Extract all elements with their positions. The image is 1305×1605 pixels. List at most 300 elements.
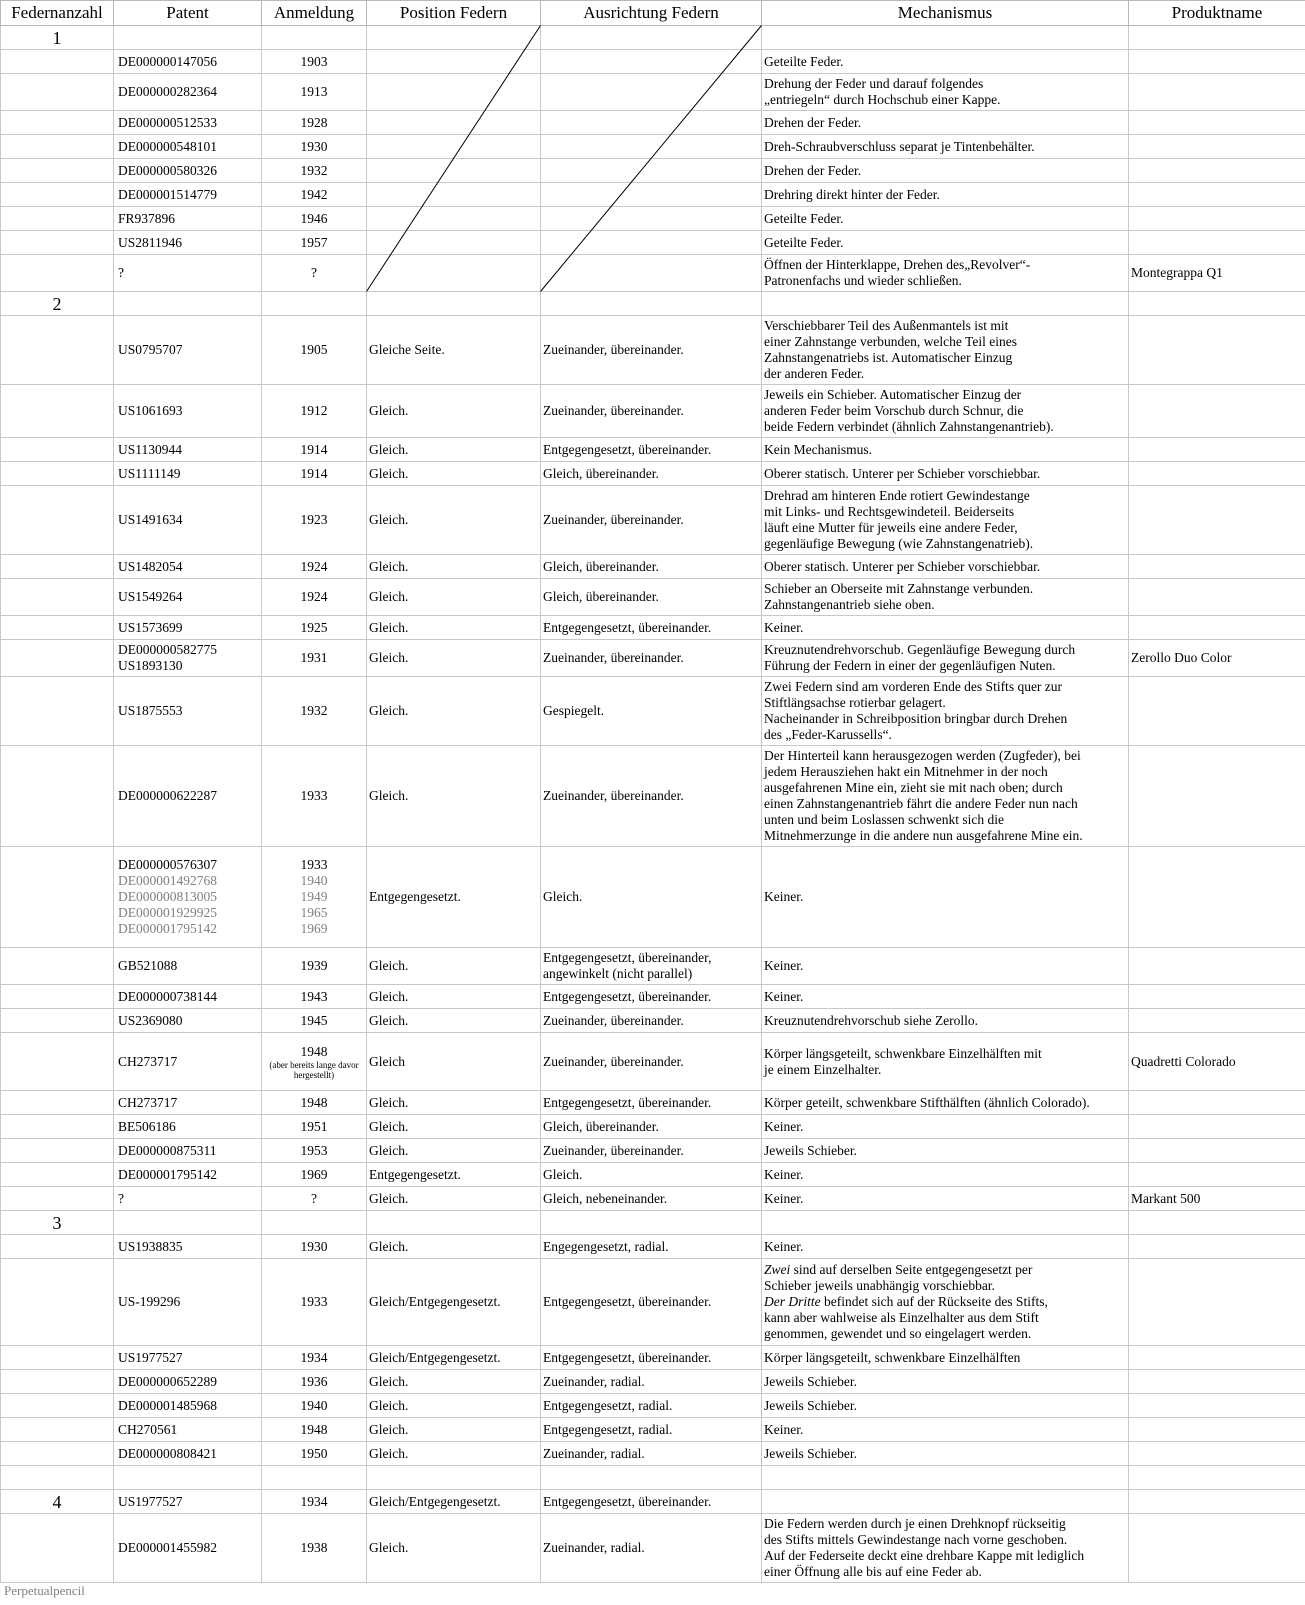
count-cell[interactable] [1, 1115, 114, 1139]
product-cell[interactable] [1129, 111, 1305, 135]
product-cell[interactable] [1129, 847, 1305, 948]
product-cell[interactable] [1129, 985, 1305, 1009]
patent-cell[interactable]: US1491634 [114, 486, 262, 555]
orientation-cell[interactable]: Zueinander, übereinander. [541, 1009, 762, 1033]
orientation-cell[interactable]: Entgegengesetzt, übereinander. [541, 985, 762, 1009]
year-cell[interactable] [262, 847, 367, 948]
group-count[interactable]: 4 [1, 1490, 114, 1514]
position-cell[interactable]: Gleich. [367, 640, 541, 677]
empty-cell[interactable] [762, 292, 1129, 316]
year-cell[interactable]: 1914 [262, 462, 367, 486]
position-cell[interactable]: Gleich. [367, 1115, 541, 1139]
mechanism-cell[interactable]: Schieber an Oberseite mit Zahnstange verbunden. Zahnstangenantrieb siehe oben. [762, 579, 1129, 616]
header-orientation[interactable]: Ausrichtung Federn [541, 1, 762, 26]
product-cell[interactable] [1129, 486, 1305, 555]
year-cell[interactable]: 1903 [262, 50, 367, 74]
position-cell[interactable] [367, 111, 541, 135]
position-cell[interactable]: Gleiche Seite. [367, 316, 541, 385]
orientation-cell[interactable]: Engegengesetzt, radial. [541, 1235, 762, 1259]
orientation-cell[interactable]: Gespiegelt. [541, 677, 762, 746]
count-cell[interactable] [1, 1235, 114, 1259]
position-cell[interactable] [367, 135, 541, 159]
count-cell[interactable] [1, 948, 114, 985]
product-cell[interactable] [1129, 50, 1305, 74]
position-cell[interactable]: Entgegengesetzt. [367, 1163, 541, 1187]
empty-cell[interactable] [762, 1211, 1129, 1235]
year-cell[interactable]: 1969 [262, 1163, 367, 1187]
patent-cell[interactable]: US1130944 [114, 438, 262, 462]
orientation-cell[interactable]: Entgegengesetzt, übereinander. [541, 1259, 762, 1346]
position-cell[interactable]: Gleich. [367, 1514, 541, 1583]
year-cell[interactable]: 1942 [262, 183, 367, 207]
count-cell[interactable] [1, 1187, 114, 1211]
empty-cell[interactable] [1129, 1211, 1305, 1235]
orientation-cell[interactable] [541, 74, 762, 111]
empty-cell[interactable] [367, 292, 541, 316]
product-cell[interactable] [1129, 207, 1305, 231]
year-cell[interactable]: 1925 [262, 616, 367, 640]
mechanism-cell[interactable]: Keiner. [762, 1163, 1129, 1187]
patent-cell[interactable]: CH273717 [114, 1091, 262, 1115]
orientation-cell[interactable] [541, 111, 762, 135]
mechanism-cell[interactable]: Drehen der Feder. [762, 159, 1129, 183]
header-position[interactable]: Position Federn [367, 1, 541, 26]
patent-cell[interactable]: US1573699 [114, 616, 262, 640]
position-cell[interactable] [367, 255, 541, 292]
patent-cell[interactable]: US1977527 [114, 1346, 262, 1370]
position-cell[interactable] [367, 231, 541, 255]
mechanism-cell[interactable]: Jeweils Schieber. [762, 1370, 1129, 1394]
year-cell[interactable]: 1931 [262, 640, 367, 677]
product-cell[interactable] [1129, 555, 1305, 579]
group-count[interactable]: 2 [1, 292, 114, 316]
product-cell[interactable] [1129, 74, 1305, 111]
position-cell[interactable] [367, 207, 541, 231]
year-cell[interactable]: 1940 [262, 1394, 367, 1418]
count-cell[interactable] [1, 1033, 114, 1091]
orientation-cell[interactable]: Zueinander, übereinander. [541, 1033, 762, 1091]
orientation-cell[interactable]: Zueinander, radial. [541, 1442, 762, 1466]
mechanism-cell[interactable]: Körper längsgeteilt, schwenkbare Einzelhälften [762, 1346, 1129, 1370]
patent-cell[interactable]: DE000001455982 [114, 1514, 262, 1583]
patent-cell[interactable] [114, 847, 262, 948]
empty-cell[interactable] [367, 1211, 541, 1235]
position-cell[interactable]: Gleich. [367, 1009, 541, 1033]
patent-cell[interactable]: US1482054 [114, 555, 262, 579]
position-cell[interactable]: Gleich. [367, 1394, 541, 1418]
count-cell[interactable] [1, 462, 114, 486]
orientation-cell[interactable] [541, 231, 762, 255]
header-year[interactable]: Anmeldung [262, 1, 367, 26]
orientation-cell[interactable] [541, 255, 762, 292]
mechanism-cell[interactable]: Kein Mechanismus. [762, 438, 1129, 462]
count-cell[interactable] [1, 74, 114, 111]
count-cell[interactable] [1, 1139, 114, 1163]
count-cell[interactable] [1, 385, 114, 438]
orientation-cell[interactable]: Zueinander, übereinander. [541, 640, 762, 677]
count-cell[interactable] [1, 985, 114, 1009]
mechanism-cell[interactable]: Keiner. [762, 985, 1129, 1009]
product-cell[interactable] [1129, 1009, 1305, 1033]
mechanism-cell[interactable]: Jeweils Schieber. [762, 1139, 1129, 1163]
mechanism-cell[interactable]: Jeweils Schieber. [762, 1442, 1129, 1466]
empty-cell[interactable] [367, 1466, 541, 1490]
orientation-cell[interactable]: Gleich. [541, 847, 762, 948]
product-cell[interactable] [1129, 1370, 1305, 1394]
position-cell[interactable]: Gleich. [367, 438, 541, 462]
patent-cell[interactable]: DE000000147056 [114, 50, 262, 74]
orientation-cell[interactable]: Gleich, übereinander. [541, 579, 762, 616]
year-cell[interactable]: ? [262, 255, 367, 292]
mechanism-cell[interactable]: Kreuznutendrehvorschub siehe Zerollo. [762, 1009, 1129, 1033]
mechanism-cell[interactable]: Geteilte Feder. [762, 207, 1129, 231]
mechanism-cell[interactable]: Keiner. [762, 1418, 1129, 1442]
patent-cell[interactable]: US0795707 [114, 316, 262, 385]
position-cell[interactable]: Gleich/Entgegengesetzt. [367, 1346, 541, 1370]
position-cell[interactable]: Gleich. [367, 1235, 541, 1259]
orientation-cell[interactable]: Entgegengesetzt, radial. [541, 1418, 762, 1442]
orientation-cell[interactable]: Gleich, übereinander. [541, 462, 762, 486]
product-cell[interactable] [1129, 948, 1305, 985]
orientation-cell[interactable] [541, 183, 762, 207]
patent-cell[interactable]: DE000001795142 [114, 1163, 262, 1187]
count-cell[interactable] [1, 847, 114, 948]
year-cell[interactable]: 1939 [262, 948, 367, 985]
count-cell[interactable] [1, 1091, 114, 1115]
position-cell[interactable]: Gleich. [367, 1187, 541, 1211]
year-cell[interactable]: 1913 [262, 74, 367, 111]
mechanism-cell[interactable]: Geteilte Feder. [762, 231, 1129, 255]
count-cell[interactable] [1, 486, 114, 555]
patent-cell[interactable]: CH273717 [114, 1033, 262, 1091]
mechanism-cell[interactable]: Geteilte Feder. [762, 50, 1129, 74]
count-cell[interactable] [1, 1514, 114, 1583]
count-cell[interactable] [1, 316, 114, 385]
count-cell[interactable] [1, 1259, 114, 1346]
position-cell[interactable] [367, 74, 541, 111]
empty-cell[interactable] [1129, 1466, 1305, 1490]
patent-cell[interactable] [114, 640, 262, 677]
mechanism-cell[interactable]: Öffnen der Hinterklappe, Drehen des„Revolver“- Patronenfachs und wieder schließen. [762, 255, 1129, 292]
empty-cell[interactable] [762, 1466, 1129, 1490]
year-cell[interactable]: 1932 [262, 159, 367, 183]
count-cell[interactable] [1, 255, 114, 292]
year-cell[interactable]: 1924 [262, 555, 367, 579]
product-cell[interactable] [1129, 385, 1305, 438]
patent-cell[interactable]: US1977527 [114, 1490, 262, 1514]
year-cell[interactable]: ? [262, 1187, 367, 1211]
group-count[interactable]: 3 [1, 1211, 114, 1235]
count-cell[interactable] [1, 677, 114, 746]
product-cell[interactable] [1129, 1514, 1305, 1583]
header-product[interactable]: Produktname [1129, 1, 1305, 26]
count-cell[interactable] [1, 50, 114, 74]
count-cell[interactable] [1, 111, 114, 135]
position-cell[interactable]: Gleich. [367, 1370, 541, 1394]
year-cell[interactable]: 1948 [262, 1418, 367, 1442]
patent-cell[interactable]: DE000001485968 [114, 1394, 262, 1418]
patent-cell[interactable]: DE000000808421 [114, 1442, 262, 1466]
product-cell[interactable] [1129, 159, 1305, 183]
orientation-cell[interactable] [541, 135, 762, 159]
product-cell[interactable] [1129, 1259, 1305, 1346]
empty-cell[interactable] [114, 1466, 262, 1490]
product-cell[interactable] [1129, 135, 1305, 159]
orientation-cell[interactable]: Gleich, nebeneinander. [541, 1187, 762, 1211]
position-cell[interactable] [367, 50, 541, 74]
year-cell[interactable]: 1945 [262, 1009, 367, 1033]
year-cell[interactable]: 1936 [262, 1370, 367, 1394]
patent-cell[interactable]: FR937896 [114, 207, 262, 231]
product-cell[interactable] [1129, 1115, 1305, 1139]
count-cell[interactable] [1, 555, 114, 579]
year-cell[interactable]: 1912 [262, 385, 367, 438]
mechanism-cell[interactable] [762, 1490, 1129, 1514]
position-cell[interactable]: Gleich. [367, 1091, 541, 1115]
mechanism-cell[interactable] [762, 1259, 1129, 1346]
count-cell[interactable] [1, 207, 114, 231]
orientation-cell[interactable]: Zueinander, übereinander. [541, 746, 762, 847]
position-cell[interactable]: Gleich. [367, 555, 541, 579]
position-cell[interactable]: Entgegengesetzt. [367, 847, 541, 948]
product-cell[interactable]: Montegrappa Q1 [1129, 255, 1305, 292]
year-cell[interactable]: 1924 [262, 579, 367, 616]
year-cell[interactable]: 1938 [262, 1514, 367, 1583]
mechanism-cell[interactable]: Zwei Federn sind am vorderen Ende des Stifts quer zur Stiftlängsachse rotierbar gelagert. Nacheinander in Schreibposition bringbar durch Drehen des „Feder-Karussells“. [762, 677, 1129, 746]
position-cell[interactable] [367, 183, 541, 207]
empty-cell[interactable] [541, 1466, 762, 1490]
patent-cell[interactable]: DE000000548101 [114, 135, 262, 159]
orientation-cell[interactable]: Entgegengesetzt, übereinander. [541, 438, 762, 462]
mechanism-cell[interactable]: Oberer statisch. Unterer per Schieber vorschiebbar. [762, 462, 1129, 486]
empty-cell[interactable] [541, 1211, 762, 1235]
patent-cell[interactable]: BE506186 [114, 1115, 262, 1139]
empty-cell[interactable] [114, 292, 262, 316]
year-cell[interactable]: 1948 [262, 1091, 367, 1115]
orientation-cell[interactable] [541, 159, 762, 183]
year-cell[interactable]: 1933 [262, 746, 367, 847]
patent-cell[interactable]: DE000000580326 [114, 159, 262, 183]
mechanism-cell[interactable]: Drehen der Feder. [762, 111, 1129, 135]
empty-cell[interactable] [114, 1211, 262, 1235]
patent-cell[interactable]: US2811946 [114, 231, 262, 255]
year-cell[interactable]: 1934 [262, 1490, 367, 1514]
header-mechanism[interactable]: Mechanismus [762, 1, 1129, 26]
product-cell[interactable] [1129, 1139, 1305, 1163]
year-cell[interactable]: 1951 [262, 1115, 367, 1139]
position-cell[interactable]: Gleich. [367, 677, 541, 746]
patent-cell[interactable]: US1938835 [114, 1235, 262, 1259]
count-cell[interactable] [1, 135, 114, 159]
orientation-cell[interactable]: Gleich, übereinander. [541, 1115, 762, 1139]
orientation-cell[interactable]: Entgegengesetzt, übereinander. [541, 1490, 762, 1514]
year-cell[interactable]: 1932 [262, 677, 367, 746]
count-cell[interactable] [1, 640, 114, 677]
product-cell[interactable] [1129, 1091, 1305, 1115]
header-patent[interactable]: Patent [114, 1, 262, 26]
count-cell[interactable] [1, 1418, 114, 1442]
count-cell[interactable] [1, 579, 114, 616]
mechanism-cell[interactable]: Verschiebbarer Teil des Außenmantels ist mit einer Zahnstange verbunden, welche Teil eines Zahnstangenatriebs ist. Automatischer Einzug der anderen Feder. [762, 316, 1129, 385]
orientation-cell[interactable]: Gleich. [541, 1163, 762, 1187]
patent-cell[interactable]: DE000000738144 [114, 985, 262, 1009]
product-cell[interactable] [1129, 316, 1305, 385]
empty-cell[interactable] [262, 1211, 367, 1235]
product-cell[interactable] [1129, 183, 1305, 207]
patent-cell[interactable]: DE000000622287 [114, 746, 262, 847]
patent-cell[interactable]: DE000000652289 [114, 1370, 262, 1394]
orientation-cell[interactable]: Entgegengesetzt, radial. [541, 1394, 762, 1418]
product-cell[interactable] [1129, 231, 1305, 255]
year-cell[interactable]: 1905 [262, 316, 367, 385]
year-cell[interactable]: 1953 [262, 1139, 367, 1163]
position-cell[interactable]: Gleich. [367, 985, 541, 1009]
orientation-cell[interactable]: Zueinander, radial. [541, 1514, 762, 1583]
patent-cell[interactable]: DE000000282364 [114, 74, 262, 111]
year-cell[interactable]: 1933 [262, 1259, 367, 1346]
year-cell[interactable]: 1923 [262, 486, 367, 555]
year-cell[interactable]: 1930 [262, 135, 367, 159]
year-cell[interactable] [262, 1033, 367, 1091]
empty-cell[interactable] [1, 1466, 114, 1490]
product-cell[interactable]: Zerollo Duo Color [1129, 640, 1305, 677]
orientation-cell[interactable]: Zueinander, übereinander. [541, 316, 762, 385]
orientation-cell[interactable]: Zueinander, radial. [541, 1370, 762, 1394]
orientation-cell[interactable] [541, 207, 762, 231]
count-cell[interactable] [1, 1163, 114, 1187]
position-cell[interactable]: Gleich. [367, 579, 541, 616]
year-cell[interactable]: 1934 [262, 1346, 367, 1370]
patent-cell[interactable]: US1549264 [114, 579, 262, 616]
patent-cell[interactable]: CH270561 [114, 1418, 262, 1442]
position-cell[interactable]: Gleich. [367, 486, 541, 555]
mechanism-cell[interactable]: Die Federn werden durch je einen Drehknopf rückseitig des Stifts mittels Gewindestange nach vorne geschoben. Auf der Federseite deckt eine drehbare Kappe mit lediglich einer Öffnung alle bis auf eine Feder ab. [762, 1514, 1129, 1583]
position-cell[interactable]: Gleich. [367, 1418, 541, 1442]
orientation-cell[interactable]: Zueinander, übereinander. [541, 1139, 762, 1163]
mechanism-cell[interactable]: Oberer statisch. Unterer per Schieber vorschiebbar. [762, 555, 1129, 579]
orientation-cell[interactable]: Zueinander, übereinander. [541, 385, 762, 438]
empty-cell[interactable] [262, 1466, 367, 1490]
year-cell[interactable]: 1943 [262, 985, 367, 1009]
orientation-cell[interactable]: Zueinander, übereinander. [541, 486, 762, 555]
mechanism-cell[interactable]: Drehrad am hinteren Ende rotiert Gewindestange mit Links- und Rechtsgewindeteil. Beiderseits läuft eine Mutter für jeweils eine andere Feder, gegenläufige Bewegung (wie Zahnstangenatrieb). [762, 486, 1129, 555]
position-cell[interactable]: Gleich. [367, 746, 541, 847]
patent-cell[interactable]: DE000000875311 [114, 1139, 262, 1163]
mechanism-cell[interactable]: Körper geteilt, schwenkbare Stifthälften (ähnlich Colorado). [762, 1091, 1129, 1115]
patent-cell[interactable]: US1111149 [114, 462, 262, 486]
product-cell[interactable]: Quadretti Colorado [1129, 1033, 1305, 1091]
product-cell[interactable] [1129, 1235, 1305, 1259]
position-cell[interactable]: Gleich. [367, 1139, 541, 1163]
product-cell[interactable] [1129, 616, 1305, 640]
product-cell[interactable] [1129, 1418, 1305, 1442]
year-cell[interactable]: 1957 [262, 231, 367, 255]
mechanism-cell[interactable]: Körper längsgeteilt, schwenkbare Einzelhälften mit je einem Einzelhalter. [762, 1033, 1129, 1091]
empty-cell[interactable] [1129, 292, 1305, 316]
position-cell[interactable] [367, 159, 541, 183]
orientation-cell[interactable]: Gleich, übereinander. [541, 555, 762, 579]
group-count[interactable]: 1 [1, 26, 114, 50]
position-cell[interactable]: Gleich/Entgegengesetzt. [367, 1490, 541, 1514]
year-cell[interactable]: 1914 [262, 438, 367, 462]
product-cell[interactable]: Markant 500 [1129, 1187, 1305, 1211]
product-cell[interactable] [1129, 1394, 1305, 1418]
product-cell[interactable] [1129, 1490, 1305, 1514]
mechanism-cell[interactable]: Dreh-Schraubverschluss separat je Tintenbehälter. [762, 135, 1129, 159]
orientation-cell[interactable] [541, 50, 762, 74]
count-cell[interactable] [1, 1442, 114, 1466]
year-cell[interactable]: 1930 [262, 1235, 367, 1259]
product-cell[interactable] [1129, 1442, 1305, 1466]
position-cell[interactable]: Gleich. [367, 385, 541, 438]
mechanism-cell[interactable]: Drehring direkt hinter der Feder. [762, 183, 1129, 207]
count-cell[interactable] [1, 616, 114, 640]
mechanism-cell[interactable]: Jeweils ein Schieber. Automatischer Einzug der anderen Feder beim Vorschub durch Schnur, die beide Federn verbindet (ähnlich Zahnstangenantrieb). [762, 385, 1129, 438]
patent-cell[interactable]: DE000001514779 [114, 183, 262, 207]
mechanism-cell[interactable]: Keiner. [762, 948, 1129, 985]
mechanism-cell[interactable]: Keiner. [762, 1235, 1129, 1259]
mechanism-cell[interactable]: Keiner. [762, 847, 1129, 948]
position-cell[interactable]: Gleich. [367, 616, 541, 640]
year-cell[interactable]: 1946 [262, 207, 367, 231]
year-cell[interactable]: 1928 [262, 111, 367, 135]
product-cell[interactable] [1129, 677, 1305, 746]
count-cell[interactable] [1, 1394, 114, 1418]
mechanism-cell[interactable]: Keiner. [762, 1187, 1129, 1211]
mechanism-cell[interactable]: Keiner. [762, 616, 1129, 640]
count-cell[interactable] [1, 1009, 114, 1033]
mechanism-cell[interactable]: Drehung der Feder und darauf folgendes „entriegeln“ durch Hochschub einer Kappe. [762, 74, 1129, 111]
position-cell[interactable]: Gleich. [367, 948, 541, 985]
count-cell[interactable] [1, 1370, 114, 1394]
count-cell[interactable] [1, 1346, 114, 1370]
product-cell[interactable] [1129, 1163, 1305, 1187]
patent-cell[interactable]: US2369080 [114, 1009, 262, 1033]
position-cell[interactable]: Gleich [367, 1033, 541, 1091]
patent-cell[interactable]: ? [114, 1187, 262, 1211]
count-cell[interactable] [1, 746, 114, 847]
orientation-cell[interactable]: Entgegengesetzt, übereinander. [541, 1346, 762, 1370]
year-cell[interactable]: 1950 [262, 1442, 367, 1466]
product-cell[interactable] [1129, 438, 1305, 462]
product-cell[interactable] [1129, 462, 1305, 486]
count-cell[interactable] [1, 438, 114, 462]
patent-cell[interactable]: ? [114, 255, 262, 292]
empty-cell[interactable] [541, 292, 762, 316]
product-cell[interactable] [1129, 746, 1305, 847]
count-cell[interactable] [1, 159, 114, 183]
count-cell[interactable] [1, 231, 114, 255]
mechanism-cell[interactable]: Keiner. [762, 1115, 1129, 1139]
product-cell[interactable] [1129, 1346, 1305, 1370]
position-cell[interactable]: Gleich/Entgegengesetzt. [367, 1259, 541, 1346]
count-cell[interactable] [1, 183, 114, 207]
patent-cell[interactable]: US1875553 [114, 677, 262, 746]
mechanism-cell[interactable]: Kreuznutendrehvorschub. Gegenläufige Bewegung durch Führung der Federn in einer der gegenläufigen Nuten. [762, 640, 1129, 677]
position-cell[interactable]: Gleich. [367, 1442, 541, 1466]
orientation-cell[interactable]: Entgegengesetzt, übereinander. [541, 1091, 762, 1115]
position-cell[interactable]: Gleich. [367, 462, 541, 486]
empty-cell[interactable] [262, 292, 367, 316]
mechanism-cell[interactable]: Der Hinterteil kann herausgezogen werden (Zugfeder), bei jedem Herausziehen hakt ein Mitnehmer in der noch ausgefahrenen Mine ein, zieht sie mit nach oben; durch einen Zahnstangenantrieb fährt die andere Feder nun nach unten und beim Loslassen schwenkt sich die Mitnehmerzunge in die andere nun ausgefahrene Mine ein. [762, 746, 1129, 847]
header-count[interactable]: Federnanzahl [1, 1, 114, 26]
product-cell[interactable] [1129, 579, 1305, 616]
patent-cell[interactable]: US1061693 [114, 385, 262, 438]
patent-cell[interactable]: GB521088 [114, 948, 262, 985]
orientation-cell[interactable]: Entgegengesetzt, übereinander. [541, 616, 762, 640]
mechanism-cell[interactable]: Jeweils Schieber. [762, 1394, 1129, 1418]
orientation-cell[interactable]: Entgegengesetzt, übereinander, angewinkelt (nicht parallel) [541, 948, 762, 985]
